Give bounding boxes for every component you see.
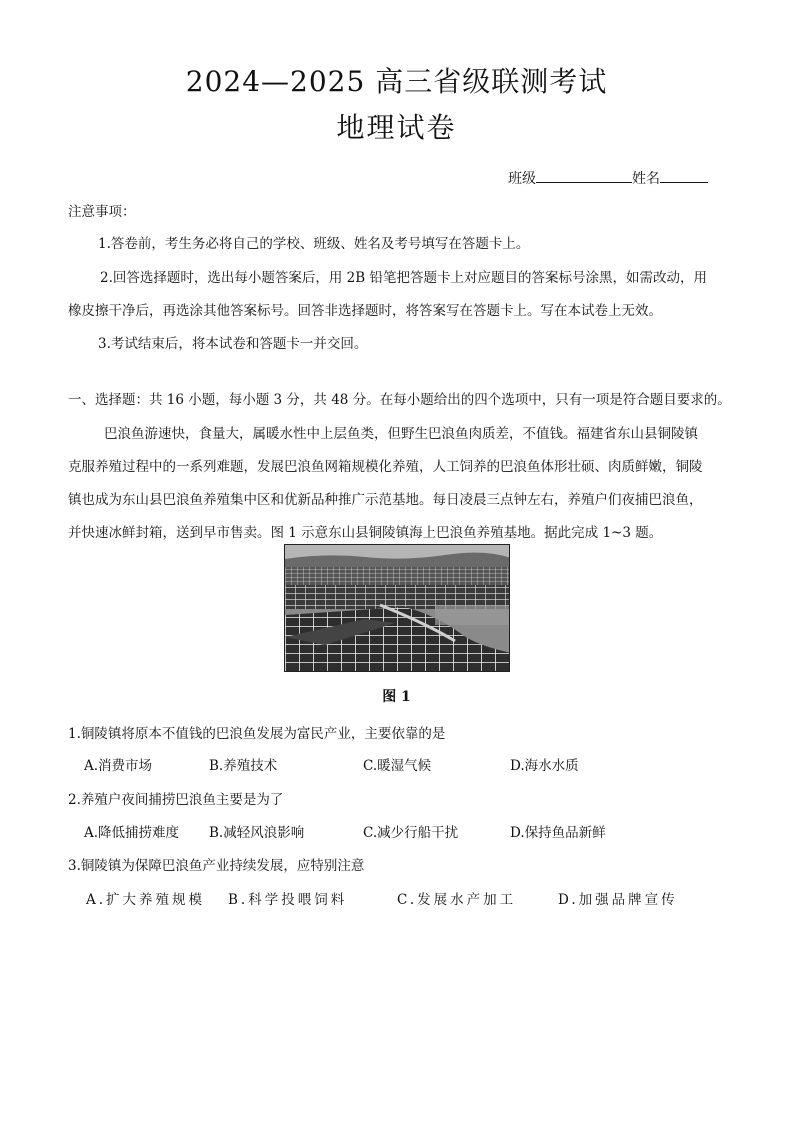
question-3-option-d[interactable]: D.加强品牌宣传 [558, 892, 678, 908]
question-2-stem: 2.养殖户夜间捕捞巴浪鱼主要是为了 [68, 792, 284, 808]
question-3-option-a[interactable]: A.扩大养殖规模 [86, 892, 206, 908]
note-item-2-line-2: 橡皮擦干净后，再选涂其他答案标号。回答非选择题时，将答案写在答题卡上。写在本试卷上无效。 [68, 303, 662, 319]
passage-line-2: 克服养殖过程中的一系列难题，发展巴浪鱼网箱规模化养殖，人工饲养的巴浪鱼体形壮硕、肉质鲜嫩，铜陵 [68, 459, 703, 475]
question-1-option-a[interactable]: A.消费市场 [84, 758, 153, 774]
name-label: 姓名 [632, 171, 660, 187]
question-1-stem: 1.铜陵镇将原本不值钱的巴浪鱼发展为富民产业，主要依靠的是 [68, 726, 446, 742]
note-item-2-line-1: 2.回答选择题时，选出每小题答案后，用 2B 铅笔把答题卡上对应题目的答案标号涂黑，如需改动，用 [100, 270, 707, 286]
class-blank[interactable] [536, 168, 632, 183]
class-name-line [508, 168, 708, 188]
note-item-1: 1.答卷前，考生务必将自己的学校、班级、姓名及考号填写在答题卡上。 [98, 236, 530, 252]
figure-1-caption: 图 1 [382, 689, 411, 705]
question-1-option-c[interactable]: C.暖湿气候 [363, 758, 432, 774]
exam-subject: 地理试卷 [336, 111, 457, 144]
figure-1-photo [284, 544, 510, 672]
question-2-option-b[interactable]: B.减轻风浪影响 [209, 825, 305, 841]
question-3-option-b[interactable]: B.科学投喂饲料 [228, 892, 348, 908]
notes-heading: 注意事项： [68, 204, 136, 220]
section-heading: 一、选择题：共 16 小题，每小题 3 分，共 48 分。在每小题给出的四个选项中，只有一项是符合题目要求的。 [68, 392, 731, 408]
fish-farm-photo [285, 545, 510, 672]
question-2-option-d[interactable]: D.保持鱼品新鲜 [510, 825, 606, 841]
question-1-option-d[interactable]: D.海水水质 [510, 758, 579, 774]
question-3-stem: 3.铜陵镇为保障巴浪鱼产业持续发展，应特别注意 [68, 858, 365, 874]
name-blank[interactable] [660, 168, 708, 183]
passage-line-4: 并快速冰鲜封箱，送到早市售卖。图 1 示意东山县铜陵镇海上巴浪鱼养殖基地。据此完成 1~3 题。 [68, 525, 663, 541]
question-2-option-a[interactable]: A.降低捕捞难度 [84, 825, 180, 841]
passage-line-1: 巴浪鱼游速快，食量大，属暖水性中上层鱼类，但野生巴浪鱼肉质差，不值钱。福建省东山县铜陵镇 [104, 426, 698, 442]
question-3-option-c[interactable]: C.发展水产加工 [397, 892, 517, 908]
passage-line-3: 镇也成为东山县巴浪鱼养殖集中区和优新品种推广示范基地。每日凌晨三点钟左右，养殖户们夜捕巴浪鱼， [68, 492, 703, 508]
exam-title: 2024—2025 高三省级联测考试 [185, 65, 608, 98]
question-1-option-b[interactable]: B.养殖技术 [209, 758, 278, 774]
question-2-option-c[interactable]: C.减少行船干扰 [363, 825, 459, 841]
note-item-3: 3.考试结束后，将本试卷和答题卡一并交回。 [98, 336, 368, 352]
class-label: 班级 [508, 171, 536, 187]
